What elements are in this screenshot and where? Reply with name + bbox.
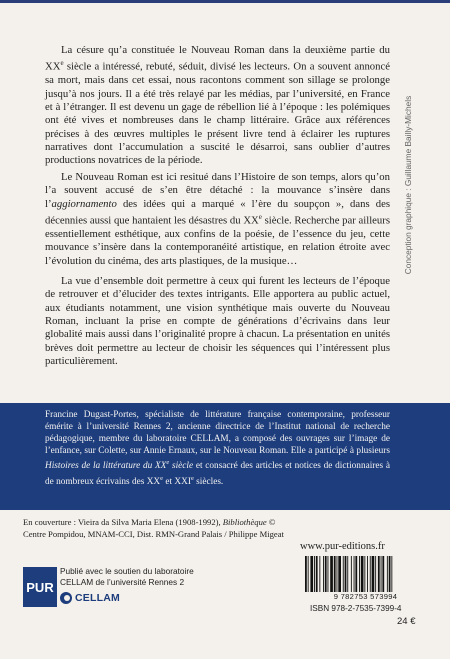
isbn-label: ISBN 978-2-7535-7399-4 [310, 604, 402, 613]
italic-term: aggiornamento [51, 197, 117, 210]
design-credit-vertical: Conception graphique : Guillaume Bailly-Michels [403, 95, 413, 274]
blurb-paragraph-2: Le Nouveau Roman est ici resitué dans l’Histoire de son temps, alors qu’on l’a souvent accusé de s’en être détaché : la mouvance s’insère dans l’aggiornamento des idées qui a marqué « l’ère du soupçon », dans des décennies aussi que hantaient les désastres du XXe siècle. Recherche par ailleurs essentiellement esthétique, aux confins de la poésie, de l’essence du jeu, cette mouvance s’insère dans la contemporanéité artistique, en relation étroite avec l’évolution du cinéma, des arts plastiques, de la musique… [45, 171, 390, 267]
cellam-lab-logo: CELLAM [60, 591, 120, 605]
svg-text:PUR: PUR [26, 580, 54, 595]
artwork-title: Bibliothèque [222, 517, 267, 527]
century-numeral: XX [45, 60, 61, 73]
pur-publisher-logo [23, 567, 57, 607]
cover-image-credit: En couverture : Vieira da Silva Maria Elena (1908-1992), Bibliothèque © Centre Pompidou, MNAM-CCI, Dist. RMN-Grand Palais / Philippe Migeat [23, 517, 284, 539]
top-edge-stripe [0, 0, 450, 3]
barcode-digits: 9 782753 573994 [333, 592, 398, 601]
isbn-barcode [303, 556, 428, 592]
italic-title: Histoires de la littérature du XX [45, 461, 167, 472]
century-numeral: XX [243, 214, 259, 227]
blurb-paragraph-3: La vue d’ensemble doit permettre à ceux qui furent les lecteurs de l’époque de retrouver et d’élucider des textes intrigants. Elle apportera au public actuel, aux étudiants notamment, une vision synthétique mais ouverte du Nouveau Roman, incluant la prise en compte de générations d’écrivains dans leur globalité mais aussi dans l’originalité propre à chacun. La présentation en unités brèves doit permettre au lecteur de choisir les séquences qui l’intéressent plus particulièrement. [45, 275, 390, 368]
author-bio: Francine Dugast-Portes, spécialiste de littérature française contemporaine, professeur émérite à l’université Rennes 2, ancienne directrice de l’Institut national de recherche pédagogique, membre du laboratoire CELLAM, a composé des ouvrages sur l’image de l’enfance, sur Colette, sur Annie Ernaux, sur le Nouveau Roman. Elle a participé à plusieurs Histoires de la littérature du XXe siècle et consacré des articles et notices de dictionnaires à de nombreux écrivains des XXe et XXIe siècles. [45, 410, 390, 487]
price-label: 24 € [397, 616, 416, 627]
cellam-circle-icon [60, 592, 72, 604]
publisher-website[interactable]: www.pur-editions.fr [300, 541, 385, 552]
support-note: Publié avec le soutien du laboratoire CELLAM de l’université Rennes 2 [60, 566, 194, 587]
blurb-paragraph-1: La césure qu’a constituée le Nouveau Roman dans la deuxième partie du XXe siècle a intéressé, rebuté, séduit, divisé les lecteurs. On a souvent annoncé sa mort, mais dans cet essai, nous racontons comment son sillage se prolonge jusqu’à nos jours. Il a été très relayé par les médias, par l’université, en France et à l’étranger. Il est devenu un gage de rébellion lié à l’époque : les polémiques ont été vives et nombreuses dans le champ littéraire. Grâce aux références précises à des œuvres multiples le présent livre tend à éclairer les ruptures narratives dont l’accumulation a suscité le désarroi, sans oublier d’autres productions novatrices de la période. [45, 44, 390, 167]
